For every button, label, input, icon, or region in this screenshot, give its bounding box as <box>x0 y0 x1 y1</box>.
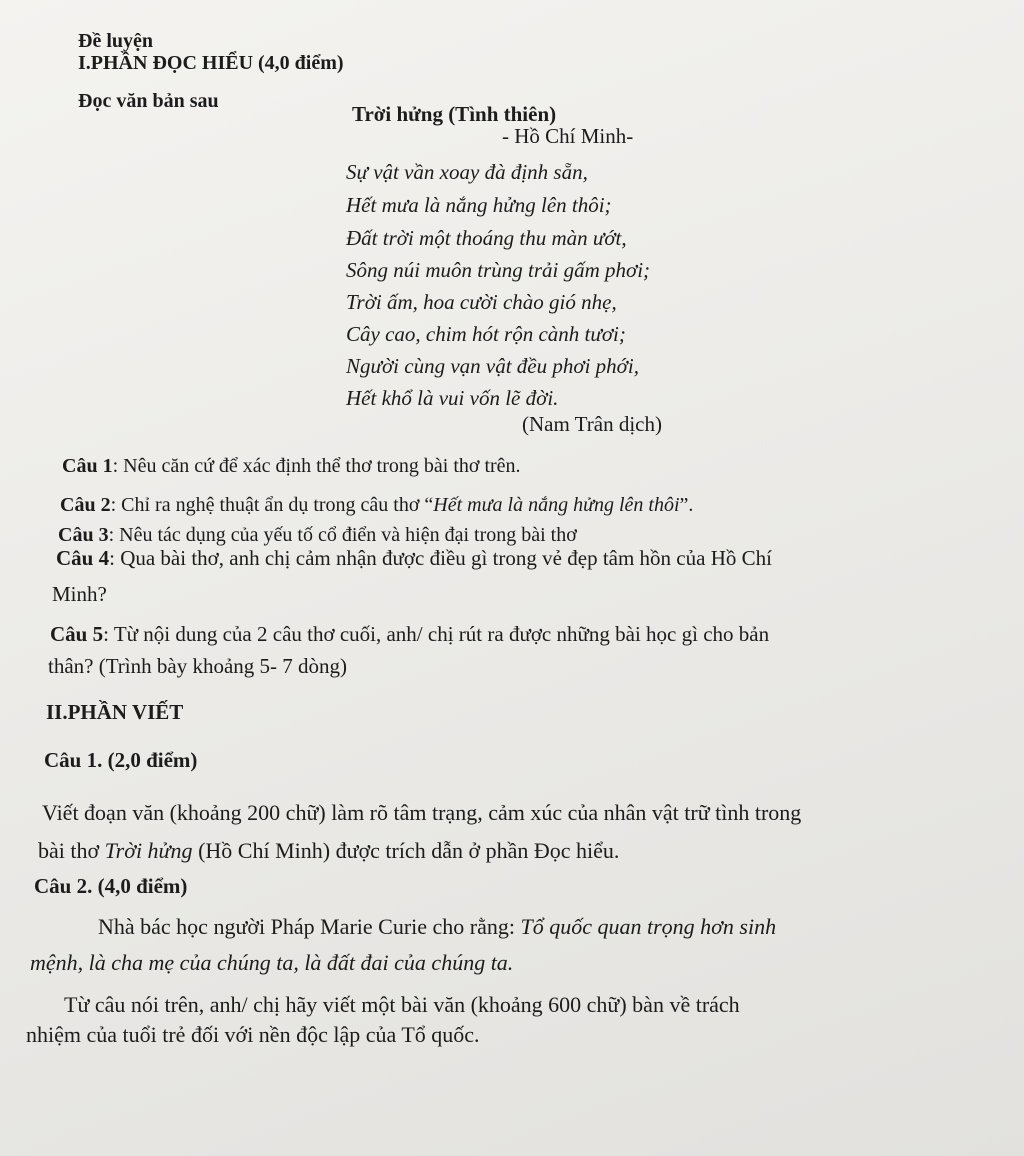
poem-line: Người cùng vạn vật đều phơi phới, <box>346 354 639 378</box>
question-label: Câu 1 <box>62 455 113 477</box>
question-5-continued: thân? (Trình bày khoảng 5- 7 dòng) <box>48 654 348 678</box>
question-4-continued: Minh? <box>52 582 107 606</box>
writing-q2-para1-line1 <box>98 914 776 939</box>
poem-line: Trời ấm, hoa cười chào gió nhẹ, <box>346 290 617 314</box>
writing-q2-para2-line2: nhiệm của tuổi trẻ đối với nền độc lập của Tổ quốc. <box>26 1022 480 1047</box>
question-tail: ”. <box>679 494 694 516</box>
question-label: Câu 5 <box>50 622 104 646</box>
poem-line: Cây cao, chim hót rộn cành tươi; <box>346 322 626 346</box>
question-quote: Hết mưa là nắng hửng lên thôi <box>433 494 680 516</box>
poem-line: Đất trời một thoáng thu màn ướt, <box>346 226 627 250</box>
reading-instruction: Đọc văn bản sau <box>78 90 219 112</box>
poem-line: Hết khổ là vui vốn lẽ đời. <box>346 386 559 410</box>
writing-q2-para1-line2: mệnh, là cha mẹ của chúng ta, là đất đai của chúng ta. <box>30 950 514 975</box>
question-5 <box>50 622 769 646</box>
poem-title: Trời hửng (Tình thiên) <box>352 102 557 126</box>
text-run: Nhà bác học người Pháp Marie Curie cho rằng: <box>98 914 521 939</box>
question-2 <box>60 494 693 517</box>
section2-title: II.PHẦN VIẾT <box>46 700 184 724</box>
question-1 <box>62 455 521 478</box>
question-4 <box>56 546 772 570</box>
quote-text: Tổ quốc quan trọng hơn sinh <box>520 914 777 939</box>
writing-q2-title: Câu 2. (4,0 điểm) <box>34 874 188 898</box>
question-label: Câu 3 <box>58 524 109 546</box>
text-run: bài thơ <box>38 838 105 863</box>
question-text: : Từ nội dung của 2 câu thơ cuối, anh/ chị rút ra được những bài học gì cho bản <box>103 622 770 646</box>
writing-q1-line-2 <box>38 838 619 863</box>
poem-line: Sự vật vần xoay đà định sẵn, <box>346 160 588 184</box>
question-text: : Nêu tác dụng của yếu tố cổ điển và hiện đại trong bài thơ <box>108 524 577 546</box>
poem-author: - Hồ Chí Minh- <box>502 124 634 148</box>
writing-q1-title: Câu 1. (2,0 điểm) <box>44 748 198 772</box>
question-text: : Nêu căn cứ để xác định thể thơ trong bài thơ trên. <box>112 455 521 477</box>
question-label: Câu 2 <box>60 494 111 516</box>
poem-title-reference: Trời hửng <box>104 838 193 863</box>
question-label: Câu 4 <box>56 546 110 570</box>
writing-q2-para2-line1: Từ câu nói trên, anh/ chị hãy viết một bài văn (khoảng 600 chữ) bàn về trách <box>64 992 740 1017</box>
question-text: : Chỉ ra nghệ thuật ẩn dụ trong câu thơ “ <box>110 494 434 516</box>
text-run: (Hồ Chí Minh) được trích dẫn ở phần Đọc hiểu. <box>192 838 620 863</box>
poem-translator: (Nam Trân dịch) <box>522 412 662 436</box>
poem-line: Sông núi muôn trùng trải gấm phơi; <box>346 258 651 282</box>
question-text: : Qua bài thơ, anh chị cảm nhận được điều gì trong vẻ đẹp tâm hồn của Hồ Chí <box>109 546 772 570</box>
exam-label: Đề luyện <box>78 30 153 52</box>
question-3 <box>58 524 577 547</box>
poem-line: Hết mưa là nắng hửng lên thôi; <box>346 193 612 217</box>
writing-q1-line-1: Viết đoạn văn (khoảng 200 chữ) làm rõ tâm trạng, cảm xúc của nhân vật trữ tình trong <box>42 800 802 825</box>
section1-title: I.PHẦN ĐỌC HIỂU (4,0 điểm) <box>78 52 344 74</box>
